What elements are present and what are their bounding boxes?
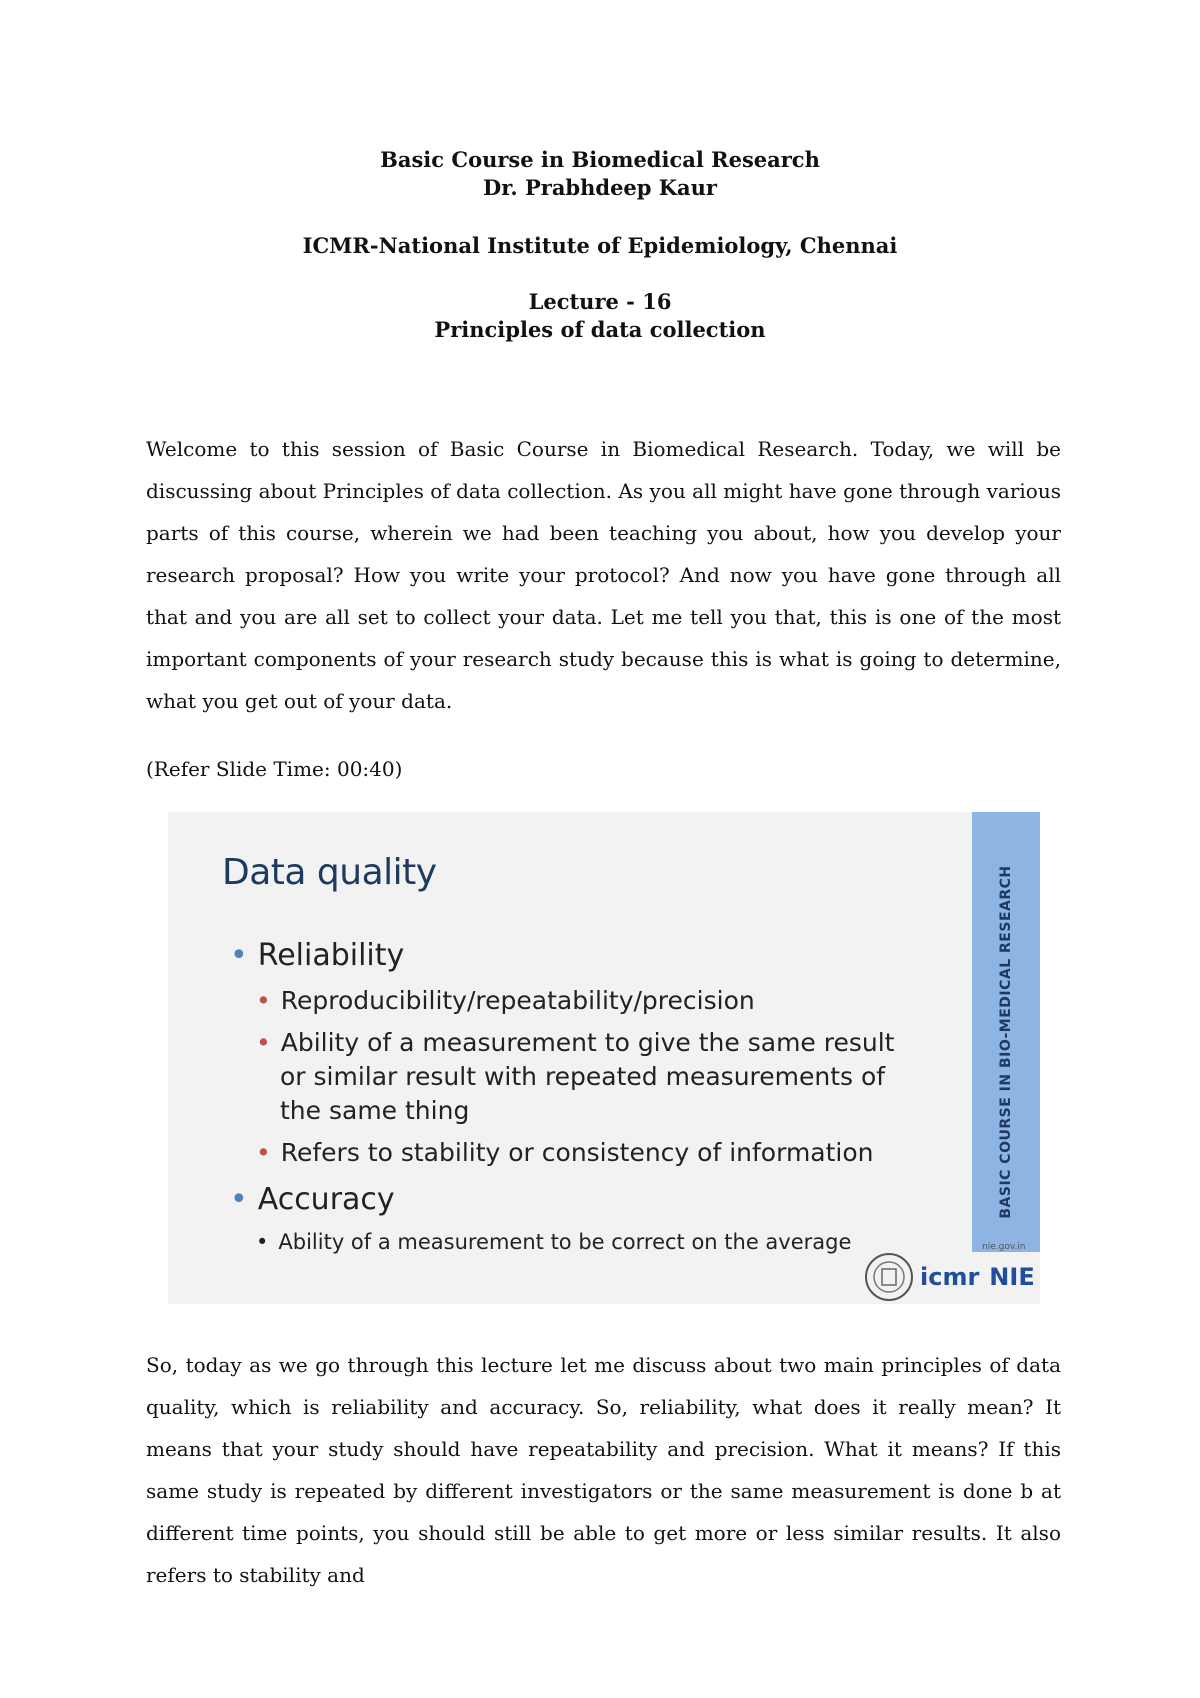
bullet-dot-icon: • [256,1138,271,1167]
body-paragraph: So, today as we go through this lecture let me discuss about two main principles of data quality, which is reliability and accuracy. So, reliability, what does it really mean? It means that your study should have repeatability and precision. What it means? If this same study is repeated by different investigators or the same measurement is done b at different time points, you should still be able to get more or less similar results. It also refers to stability and [146,1353,1061,1587]
bullet-dot-icon: • [256,1230,269,1254]
author-name: Dr. Prabhdeep Kaur [483,175,717,200]
nie-logo: NIE [989,1263,1035,1291]
slide-subbullet: • Ability of a measurement to be correct on the average [256,1230,852,1254]
refer-slide-time: (Refer Slide Time: 00:40) [146,757,403,781]
bullet-dot-icon: • [256,1028,271,1057]
bullet-dot-icon: • [256,986,271,1015]
bullet-dot-icon: • [230,1182,248,1217]
institute-name: ICMR-National Institute of Epidemiology, Chennai [302,233,898,258]
icmr-seal-icon [864,1252,914,1302]
slide-subbullet-continuation: the same thing [280,1096,470,1125]
slide-bullet-accuracy: • Accuracy [230,1182,395,1217]
slide-subbullet-continuation: or similar result with repeated measurements of [280,1062,886,1091]
slide-subbullet: • Ability of a measurement to give the same result [256,1028,895,1057]
slide-sidebar [972,812,1040,1252]
slide-subbullet: • Reproducibility/repeatability/precision [256,986,755,1015]
slide-bullet-reliability: • Reliability [230,938,405,973]
lecture-number: Lecture - 16 [528,289,672,314]
bullet-dot-icon: • [230,938,248,973]
lecture-slide [168,812,1040,1304]
sidebar-label: BASIC COURSE IN BIO-MEDICAL RESEARCH [998,865,1014,1219]
intro-paragraph: Welcome to this session of Basic Course in Biomedical Research. Today, we will be discussing about Principles of data collection. As you all might have gone through various parts of this course, wherein we had been teaching you about, how you develop your research proposal? How you write your protocol? And now you have gone through all that and you are all set to collect your data. Let me tell you that, this is one of the most important components of your research study because this is what is going to determine, what you get out of your data. [146,437,1061,713]
slide-subbullet: • Refers to stability or consistency of information [256,1138,874,1167]
icmr-logo: icmr [920,1263,980,1291]
lecture-topic: Principles of data collection [434,317,766,342]
site-url: nie.gov.in [982,1242,1026,1252]
slide-title: Data quality [222,852,437,893]
course-title: Basic Course in Biomedical Research [380,147,820,172]
slide-logos [864,1250,1035,1304]
